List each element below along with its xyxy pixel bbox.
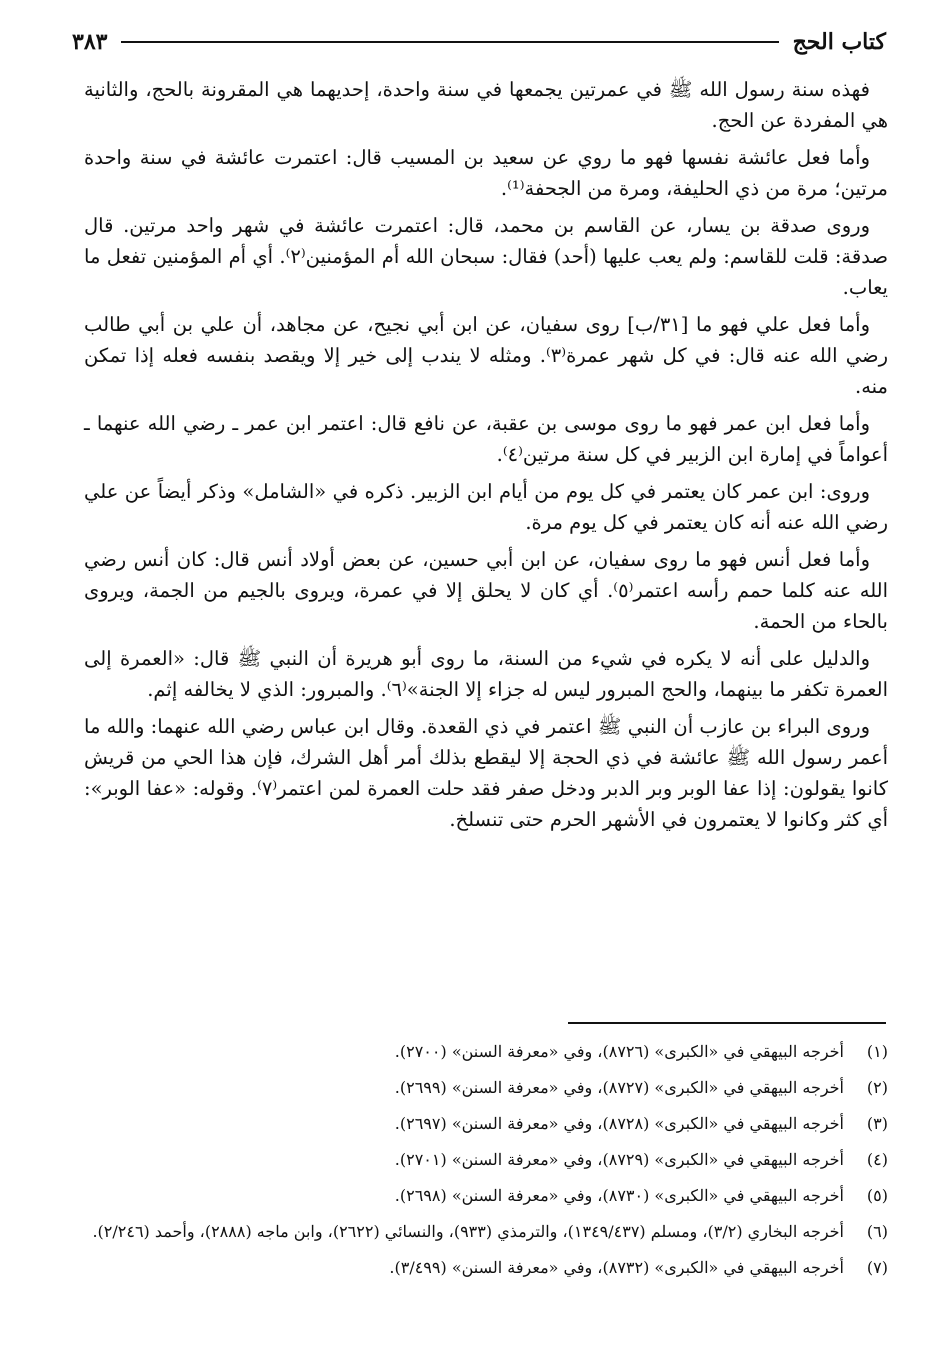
footnote <box>84 1038 888 1065</box>
footnote-number: (٥) <box>866 1186 888 1205</box>
footnote-text: أخرجه البيهقي في «الكبرى» (٨٧٣٠)، وفي «معرفة السنن» (٢٦٩٨). <box>394 1186 844 1205</box>
footnote <box>84 1254 888 1281</box>
header-rule <box>121 41 778 43</box>
footnote <box>84 1074 888 1101</box>
paragraph: وروى صدقة بن يسار، عن القاسم بن محمد، قال: اعتمرت عائشة في شهر واحد مرتين. قال صدقة: قلت للقاسم: ولم يعب عليها (أحد) فقال: سبحان الله أم المؤمنين⁽٢⁾. أي أم المؤمنين تفعل ما يعاب. <box>84 214 888 299</box>
paragraph: وأما فعل عائشة نفسها فهو ما روي عن سعيد بن المسيب قال: اعتمرت عائشة في سنة واحدة مرتين؛ مرة من ذي الحليفة، ومرة من الجحفة⁽¹⁾. <box>84 146 888 200</box>
footnote <box>84 1110 888 1137</box>
paragraph: وأما فعل أنس فهو ما روى سفيان، عن ابن أبي حسين، عن بعض أولاد أنس قال: كان أنس رضي الله عنه كلما حمم رأسه اعتمر⁽٥⁾. أي كان لا يحلق إلا في عمرة، ويروى بالجيم من الجمة، ويروى بالحاء من الحمة. <box>84 548 889 633</box>
footnote-number: (١) <box>866 1042 888 1061</box>
footnote-separator <box>568 1022 886 1024</box>
footnote-text: أخرجه البيهقي في «الكبرى» (٨٧٢٧)، وفي «معرفة السنن» (٢٦٩٩). <box>394 1078 844 1097</box>
paragraph: وروى: ابن عمر كان يعتمر في كل يوم من أيام ابن الزبير. ذكره في «الشامل» وذكر أيضاً عن علي رضي الله عنه أنه كان يعتمر في كل يوم مرة. <box>84 480 888 534</box>
footnotes <box>84 1038 888 1290</box>
footnote-text: أخرجه البيهقي في «الكبرى» (٨٧٢٨)، وفي «معرفة السنن» (٢٦٩٧). <box>394 1114 844 1133</box>
page-number: ٣٨٣ <box>72 29 108 55</box>
paragraph: وروى البراء بن عازب أن النبي ﷺ اعتمر في ذي القعدة. وقال ابن عباس رضي الله عنهما: والله ما أعمر رسول الله ﷺ عائشة في ذي الحجة إلا ليقطع بذلك أمر أهل الشرك، فإن هذا الحي من قريش كانوا يقولون: إذا عفا الوبر وبر الدبر ودخل صفر فقد حلت العمرة لمن اعتمر⁽٧⁾. وقوله: «عفا الوبر»: أي كثر وكانوا لا يعتمرون في الأشهر الحرم حتى تنسلخ. <box>84 715 888 831</box>
paragraph: وأما فعل علي فهو ما [٣١/ب] روى سفيان، عن ابن أبي نجيح، عن مجاهد، أن علي بن أبي طالب رضي الله عنه قال: في كل شهر عمرة⁽٣⁾. ومثله لا يندب إلى خير إلا ويقصد بنفسه فعله إذا تمكن منه. <box>84 313 888 398</box>
footnote <box>84 1218 888 1245</box>
footnote-number: (٦) <box>866 1222 888 1241</box>
footnote-number: (٤) <box>866 1150 888 1169</box>
footnote-number: (٣) <box>866 1114 888 1133</box>
footnote <box>84 1182 888 1209</box>
paragraph: وأما فعل ابن عمر فهو ما روى موسى بن عقبة، عن نافع قال: اعتمر ابن عمر ـ رضي الله عنهما ـ أعواماً في إمارة ابن الزبير في كل سنة مرتين⁽٤⁾. <box>84 412 888 466</box>
footnote-number: (٧) <box>866 1258 888 1277</box>
footnote-number: (٢) <box>866 1078 888 1097</box>
footnote-text: أخرجه البيهقي في «الكبرى» (٨٧٢٦)، وفي «معرفة السنن» (٢٧٠٠). <box>394 1042 844 1061</box>
footnote-text: أخرجه البيهقي في «الكبرى» (٨٧٢٩)، وفي «معرفة السنن» (٢٧٠١). <box>394 1150 844 1169</box>
footnote-text: أخرجه البخاري (٣/٢)، ومسلم (١٣٤٩/٤٣٧)، والترمذي (٩٣٣)، والنسائي (٢٦٢٢)، وابن ماجه (٢٨٨٨)، وأحمد (٢/٢٤٦). <box>92 1222 844 1241</box>
paragraph: والدليل على أنه لا يكره في شيء من السنة، ما روى أبو هريرة أن النبي ﷺ قال: «العمرة إلى العمرة تكفر ما بينهما، والحج المبرور ليس له جزاء إلا الجنة»⁽٦⁾. والمبرور: الذي لا يخالفه إثم. <box>84 647 888 701</box>
main-text <box>84 74 888 841</box>
paragraph: فهذه سنة رسول الله ﷺ في عمرتين يجمعها في سنة واحدة، إحديهما هي المقرونة بالحج، والثانية هي المفردة عن الحج. <box>84 78 888 132</box>
running-title: كتاب الحج <box>792 29 886 55</box>
footnote-text: أخرجه البيهقي في «الكبرى» (٨٧٣٢)، وفي «معرفة السنن» (٣/٤٩٩). <box>389 1258 844 1277</box>
page-header <box>72 22 886 62</box>
footnote <box>84 1146 888 1173</box>
